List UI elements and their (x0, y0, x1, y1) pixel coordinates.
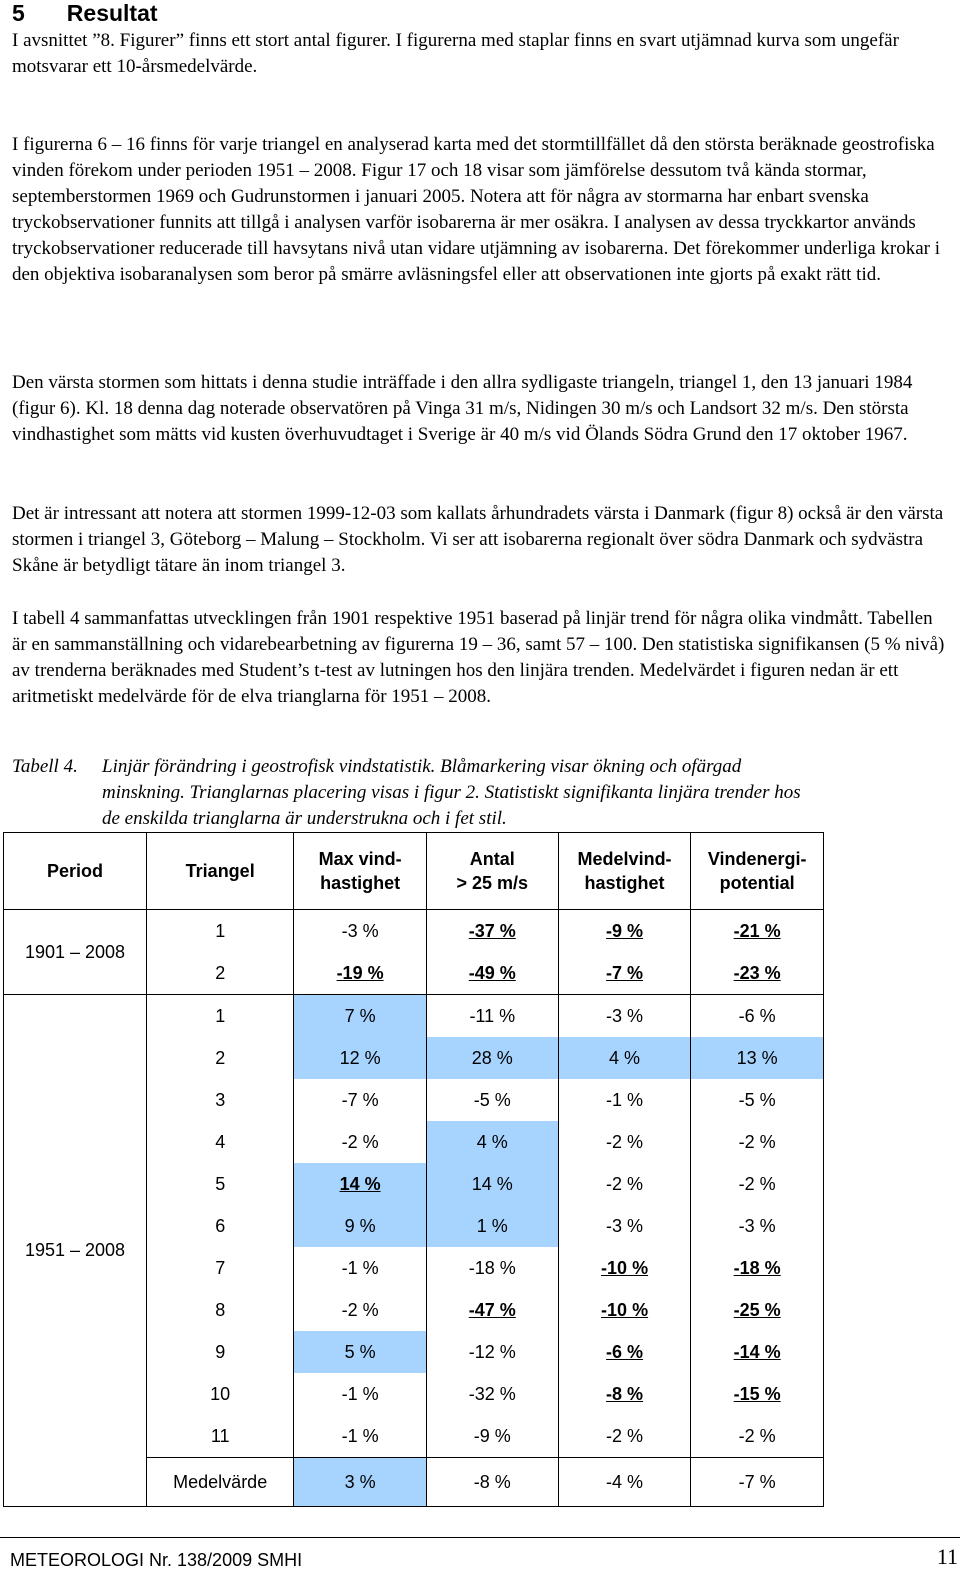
energi-cell: -5 % (691, 1079, 824, 1121)
energi-cell: -2 % (691, 1121, 824, 1163)
energi-cell: -18 % (691, 1247, 824, 1289)
medelvarde-label: Medelvärde (147, 1458, 294, 1507)
table-header-row (4, 833, 824, 910)
max-cell: 7 % (294, 995, 426, 1038)
antal-cell: 28 % (426, 1037, 558, 1079)
header-max: Max vind- hastighet (294, 833, 426, 910)
max-cell: -1 % (294, 1373, 426, 1415)
page-footer (0, 1537, 960, 1568)
max-cell: 14 % (294, 1163, 426, 1205)
energi-cell: -15 % (691, 1373, 824, 1415)
section-heading (12, 0, 158, 26)
header-period: Period (4, 833, 147, 910)
paragraph-5: I tabell 4 sammanfattas utvecklingen från 1901 respektive 1951 baserad på linjär trend för några olika vindmått. Tabellen är en sammanställning och vidarebearbetning av figurerna 19 – 36, samt 57 – 100. Den statistiska signifikansen (5 % nivå) av trenderna beräknades med Student’s t-test av lutningen hos den linjära trenden. Medelvärdet i figuren nedan är ett aritmetiskt medelvärde för de elva trianglarna för 1951 – 2008. (12, 608, 945, 707)
medel-cell: -10 % (558, 1247, 691, 1289)
header-antal: Antal > 25 m/s (426, 833, 558, 910)
paragraph-4: Det är intressant att notera att stormen 1999-12-03 som kallats århundradets värsta i Danmark (figur 8) också är den värsta stormen i triangel 3, Göteborg – Malung – Stockholm. Vi ser att isobarerna regionalt över södra Danmark och sydvästra Skåne är betydligt tätare än inom triangel 3. (12, 503, 944, 576)
max-cell: 5 % (294, 1331, 426, 1373)
antal-cell: -32 % (426, 1373, 558, 1415)
triangel-cell: 2 (147, 1037, 294, 1079)
table-row (4, 995, 824, 1038)
energi-cell: -21 % (691, 910, 824, 953)
medel-cell: -3 % (558, 1205, 691, 1247)
max-cell: 3 % (294, 1458, 426, 1507)
energi-cell: -6 % (691, 995, 824, 1038)
energi-cell: -25 % (691, 1289, 824, 1331)
energi-cell: -3 % (691, 1205, 824, 1247)
triangel-cell: 1 (147, 910, 294, 953)
medel-cell: -1 % (558, 1079, 691, 1121)
caption-line-2: minskning. Trianglarnas placering visas i figur 2. Statistiskt signifikanta linjära trender hos (102, 782, 801, 803)
caption-label: Tabell 4. (12, 756, 78, 777)
period-cell: 1951 – 2008 (4, 995, 147, 1507)
antal-cell: -49 % (426, 952, 558, 995)
medel-cell: -10 % (558, 1289, 691, 1331)
triangel-cell: 6 (147, 1205, 294, 1247)
triangel-cell: 4 (147, 1121, 294, 1163)
max-cell: 12 % (294, 1037, 426, 1079)
max-cell: -2 % (294, 1289, 426, 1331)
antal-cell: -18 % (426, 1247, 558, 1289)
max-cell: -19 % (294, 952, 426, 995)
header-triangel: Triangel (147, 833, 294, 910)
header-medel: Medelvind- hastighet (558, 833, 691, 910)
medel-cell: -2 % (558, 1121, 691, 1163)
max-cell: 9 % (294, 1205, 426, 1247)
page-number: 11 (936, 1544, 958, 1569)
antal-cell: -5 % (426, 1079, 558, 1121)
max-cell: -1 % (294, 1247, 426, 1289)
antal-cell: -12 % (426, 1331, 558, 1373)
paragraph-2: I figurerna 6 – 16 finns för varje triangel en analyserad karta med det stormtillfället då den största beräknade geostrofiska vinden förekom under perioden 1951 – 2008. Figur 17 och 18 visar som jämförelse dessutom två kända stormar, septemberstormen 1969 och Gudrunstormen i januari 2005. Notera att för några av stormarna har enbart svenska tryckobservationer funnits att tillgå i analysen varför isobarerna är mer osäkra. I analysen av dessa tryckkartor används tryckobservationer reducerade till havsytans nivå utan vidare utjämning av isobarerna. Det förekommer underliga krokar i den objektiva isobaranalysen som beror på smärre avläsningsfel eller att observationen inte gjorts på exakt rätt tid. (12, 134, 941, 285)
max-cell: -7 % (294, 1079, 426, 1121)
caption-line-1: Linjär förändring i geostrofisk vindstatistik. Blåmarkering visar ökning och ofärgad (102, 756, 742, 777)
antal-cell: -9 % (426, 1415, 558, 1458)
medel-cell: -6 % (558, 1331, 691, 1373)
max-cell: -3 % (294, 910, 426, 953)
energi-cell: -2 % (691, 1163, 824, 1205)
antal-cell: -47 % (426, 1289, 558, 1331)
triangel-cell: 5 (147, 1163, 294, 1205)
medel-cell: -4 % (558, 1458, 691, 1507)
medel-cell: -3 % (558, 995, 691, 1038)
triangel-cell: 8 (147, 1289, 294, 1331)
triangel-cell: 3 (147, 1079, 294, 1121)
paragraph-3: Den värsta stormen som hittats i denna studie inträffade i den allra sydligaste triangeln, triangel 1, den 13 januari 1984 (figur 6). Kl. 18 denna dag noterade observatören på Vinga 31 m/s, Nidingen 30 m/s och Landsort 32 m/s. Den största vindhastighet som mätts vid kusten överhuvudtaget i Sverige är 40 m/s vid Ölands Södra Grund den 17 oktober 1967. (12, 372, 913, 445)
energi-cell: -14 % (691, 1331, 824, 1373)
section-title: Resultat (66, 0, 158, 26)
table-row (4, 910, 824, 953)
medel-cell: 4 % (558, 1037, 691, 1079)
energi-cell: 13 % (691, 1037, 824, 1079)
antal-cell: -8 % (426, 1458, 558, 1507)
medel-cell: -7 % (558, 952, 691, 995)
period-cell: 1901 – 2008 (4, 910, 147, 995)
max-cell: -1 % (294, 1415, 426, 1458)
triangel-cell: 9 (147, 1331, 294, 1373)
antal-cell: -37 % (426, 910, 558, 953)
section-number: 5 (12, 0, 25, 26)
antal-cell: 1 % (426, 1205, 558, 1247)
energi-cell: -7 % (691, 1458, 824, 1507)
antal-cell: -11 % (426, 995, 558, 1038)
antal-cell: 4 % (426, 1121, 558, 1163)
header-energi: Vindenergi- potential (691, 833, 824, 910)
footer-publication: METEOROLOGI Nr. 138/2009 SMHI (10, 1550, 303, 1570)
triangel-cell: 7 (147, 1247, 294, 1289)
medel-cell: -2 % (558, 1415, 691, 1458)
triangel-cell: 1 (147, 995, 294, 1038)
table-caption (12, 754, 957, 832)
triangel-cell: 2 (147, 952, 294, 995)
triangel-cell: 10 (147, 1373, 294, 1415)
medel-cell: -9 % (558, 910, 691, 953)
energi-cell: -2 % (691, 1415, 824, 1458)
medel-cell: -8 % (558, 1373, 691, 1415)
trend-table (3, 832, 824, 1507)
paragraph-1: I avsnittet ”8. Figurer” finns ett stort antal figurer. I figurerna med staplar finns en svart utjämnad kurva som ungefär motsvarar ett 10-årsmedelvärde. (12, 30, 899, 77)
max-cell: -2 % (294, 1121, 426, 1163)
medel-cell: -2 % (558, 1163, 691, 1205)
caption-line-3: de enskilda trianglarna är understrukna och i fet stil. (102, 808, 507, 829)
energi-cell: -23 % (691, 952, 824, 995)
triangel-cell: 11 (147, 1415, 294, 1458)
antal-cell: 14 % (426, 1163, 558, 1205)
